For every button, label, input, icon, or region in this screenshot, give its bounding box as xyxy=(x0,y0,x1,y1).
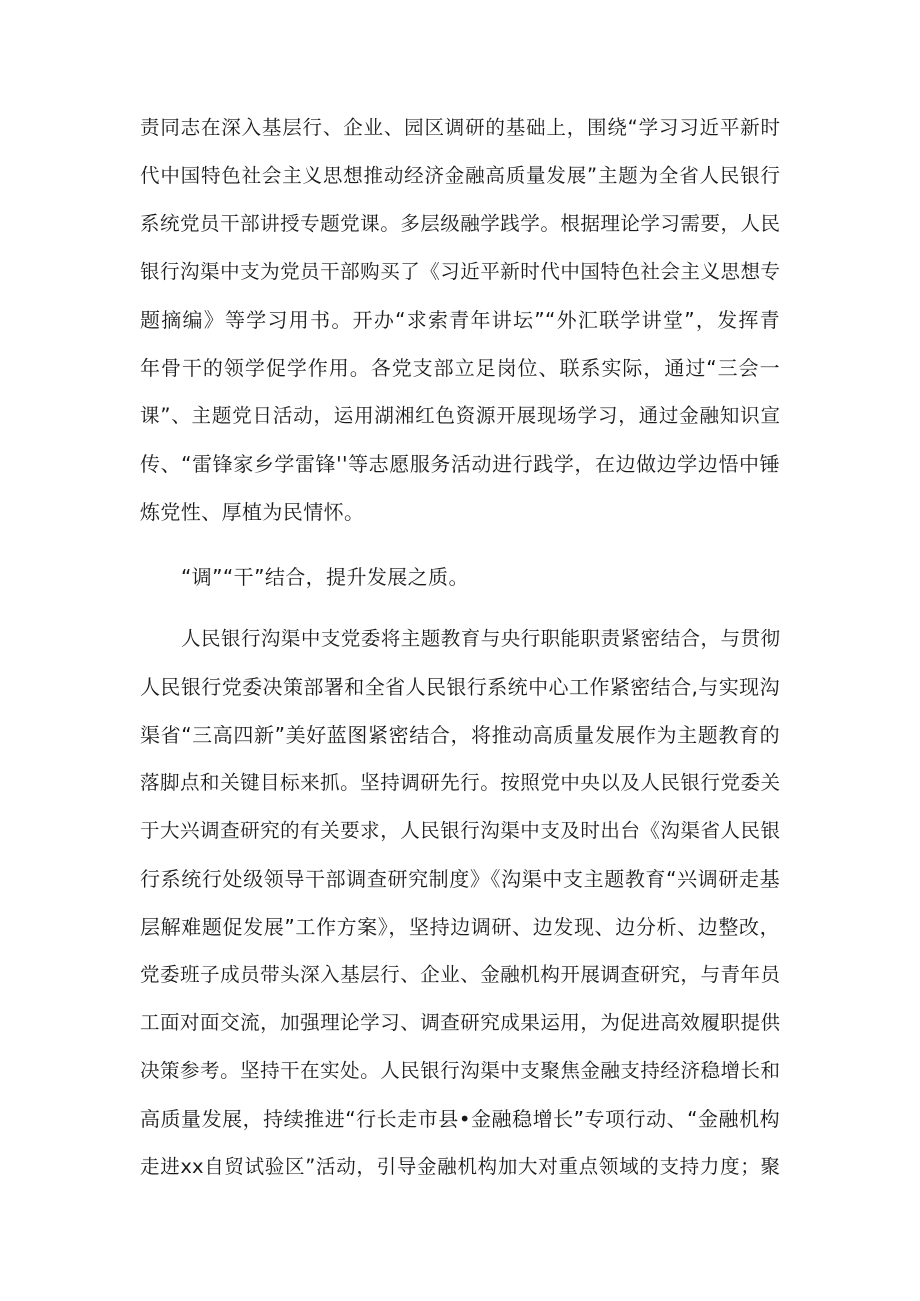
paragraph-2-line-7: 层解难题促发展”工作方案》，坚持边调研、边发现、边分析、边整改， xyxy=(140,915,780,939)
paragraph-1-line-9: 炼党性、厚植为民情怀。 xyxy=(140,500,365,524)
paragraph-2-line-4: 落脚点和关键目标来抓。坚持调研先行。按照党中央以及人民银行党委关 xyxy=(140,771,780,794)
paragraph-2-line-2: 人民银行党委决策部署和全省人民银行系统中心工作紧密结合,与实现沟 xyxy=(140,675,780,699)
paragraph-2-line-9: 工面对面交流，加强理论学习、调查研究成果运用，为促进高效履职提供 xyxy=(140,1011,780,1034)
paragraph-1-line-2: 代中国特色社会主义思想推动经济金融高质量发展”主题为全省人民银行 xyxy=(140,164,780,187)
paragraph-2-line-10: 决策参考。坚持干在实处。人民银行沟渠中支聚焦金融支持经济稳增长和 xyxy=(140,1059,780,1082)
paragraph-2-line-11: 高质量发展，持续推进“行长走市县•金融稳增长”专项行动、“金融机构 xyxy=(140,1107,780,1131)
paragraph-2-line-12: 走进xx自贸试验区”活动，引导金融机构加大对重点领域的支持力度；聚 xyxy=(140,1155,780,1178)
section-heading: “调”“干”结合，提升发展之质。 xyxy=(181,565,469,589)
paragraph-1-line-6: 年骨干的领学促学作用。各党支部立足岗位、联系实际，通过“三会一 xyxy=(140,356,780,380)
paragraph-1-line-4: 银行沟渠中支为党员干部购买了《习近平新时代中国特色社会主义思想专 xyxy=(140,260,780,283)
paragraph-2-line-3: 渠省“三高四新”美好蓝图紧密结合，将推动高质量发展作为主题教育的 xyxy=(140,723,780,747)
paragraph-1-line-1: 责同志在深入基层行、企业、园区调研的基础上，围绕“学习习近平新时 xyxy=(140,116,780,139)
paragraph-2-line-8: 党委班子成员带头深入基层行、企业、金融机构开展调查研究，与青年员 xyxy=(140,963,780,986)
paragraph-1-line-8: 传、“雷锋家乡学雷锋''等志愿服务活动进行践学，在边做边学边悟中锤 xyxy=(140,452,780,476)
paragraph-2-line-5: 于大兴调查研究的有关要求，人民银行沟渠中支及时出台《沟渠省人民银 xyxy=(140,819,780,842)
paragraph-2-line-1: 人民银行沟渠中支党委将主题教育与央行职能职责紧密结合，与贯彻 xyxy=(181,627,780,650)
paragraph-1-line-5: 题摘编》等学习用书。开办“求索青年讲坛”“外汇联学讲堂”，发挥青 xyxy=(140,308,780,332)
paragraph-1-line-7: 课”、主题党日活动，运用湖湘红色资源开展现场学习，通过金融知识宣 xyxy=(140,404,780,427)
paragraph-1-line-3: 系统党员干部讲授专题党课。多层级融学践学。根据理论学习需要，人民 xyxy=(140,212,780,235)
paragraph-2-line-6: 行系统行处级领导干部调查研究制度》《沟渠中支主题教育“兴调研走基 xyxy=(140,867,780,891)
